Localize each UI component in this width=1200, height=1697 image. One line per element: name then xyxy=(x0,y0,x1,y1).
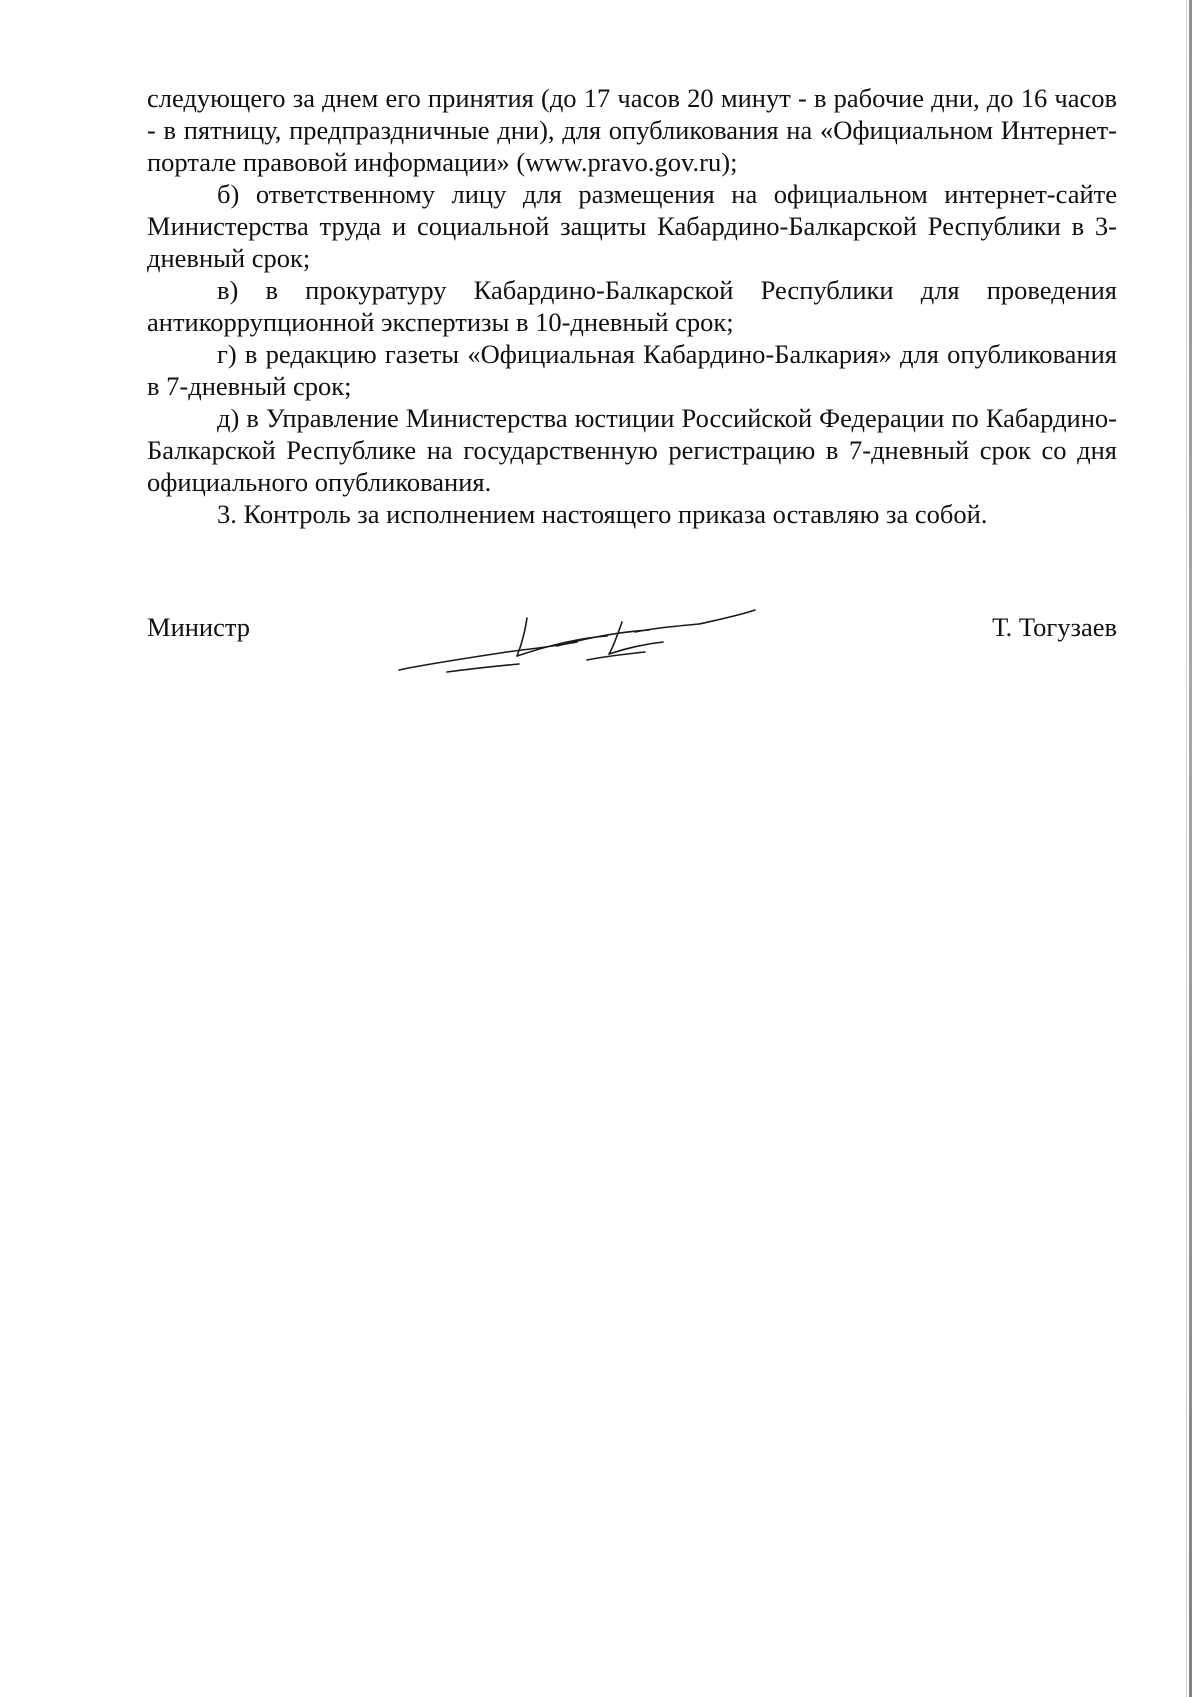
paragraph-item-g: г) в редакцию газеты «Официальная Кабардино-Балкария» для опубликования в 7-дневный срок; xyxy=(147,339,1117,401)
paragraph-item-3: 3. Контроль за исполнением настоящего приказа оставляю за собой. xyxy=(217,499,988,529)
paragraph-item-v: в) в прокуратуру Кабардино-Балкарской Республики для проведения антикоррупционной экспертизы в 10-дневный срок; xyxy=(147,275,1117,337)
paragraph-item-d: д) в Управление Министерства юстиции Российской Федерации по Кабардино-Балкарской Республике на государственную регистрацию в 7-дневный срок со дня официального опубликования. xyxy=(147,403,1117,497)
scan-edge-line-secondary xyxy=(1186,0,1187,1697)
paragraph-item-b: б) ответственному лицу для размещения на официальном интернет-сайте Министерства труда и социальной защиты Кабардино-Балкарской Республики в 3-дневный срок; xyxy=(147,179,1117,273)
paragraph-continuation: следующего за днем его принятия (до 17 часов 20 минут - в рабочие дни, до 16 часов - в пятницу, предпраздничные дни), для опубликования на «Официальном Интернет-портале правовой информации» (www.pravo.gov.ru); xyxy=(147,83,1117,177)
signature-block xyxy=(147,602,1117,692)
document-body xyxy=(147,82,1117,530)
scan-edge-line xyxy=(1189,0,1192,1697)
handwritten-signature-icon xyxy=(387,602,807,682)
signer-name: Т. Тогузаев xyxy=(992,612,1117,642)
signer-title: Министр xyxy=(147,612,251,642)
